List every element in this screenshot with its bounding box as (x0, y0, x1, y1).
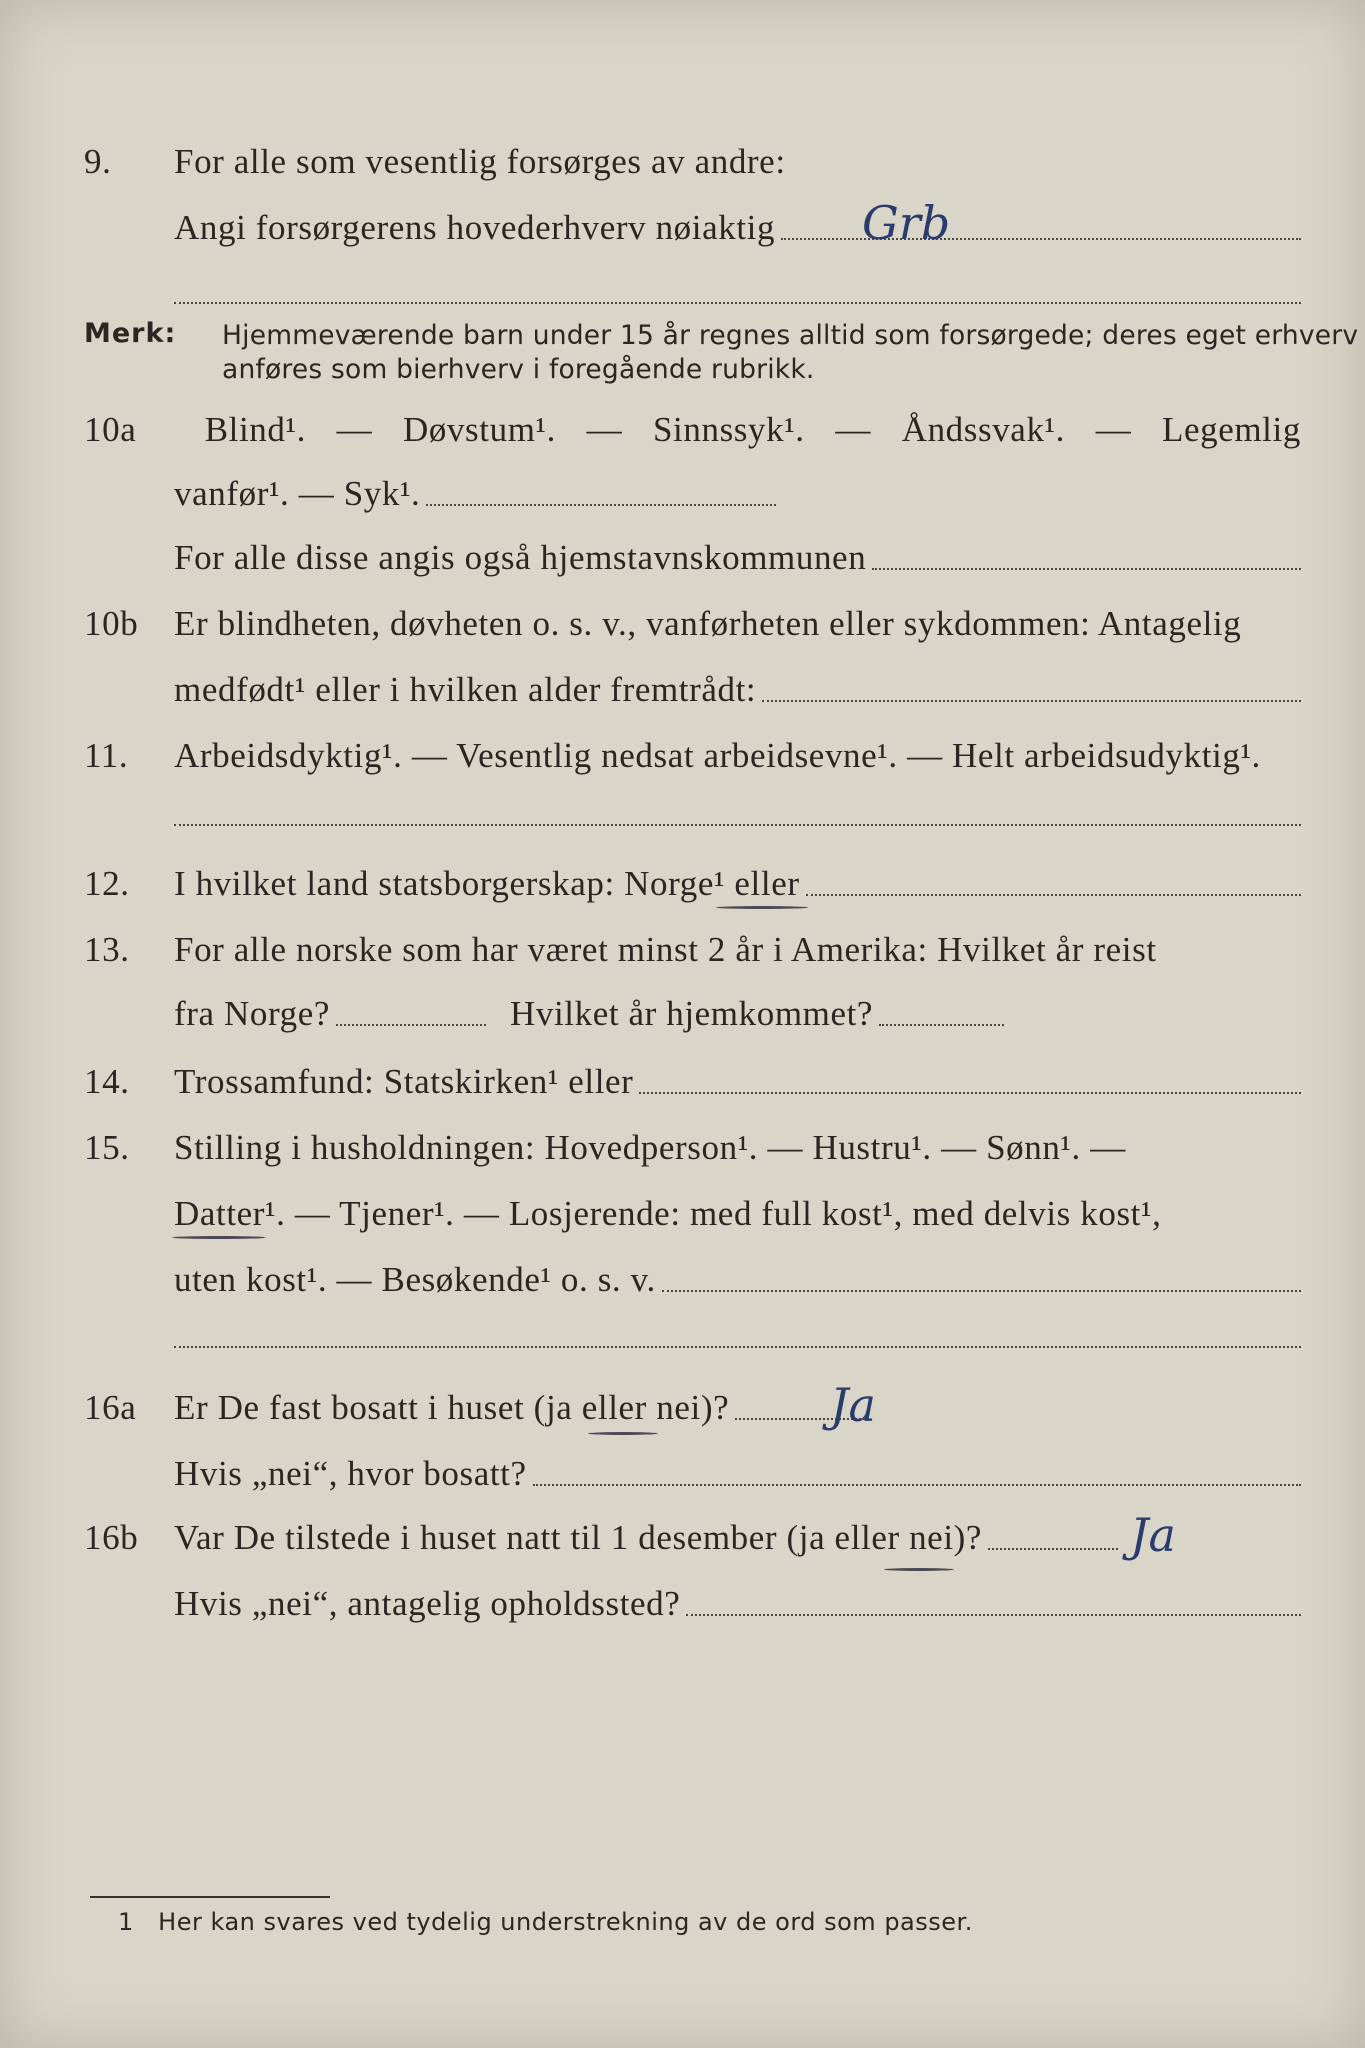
q9-extra-line (174, 302, 1301, 304)
q15-options-cont: uten kost¹. — Besøkende¹ o. s. v. (174, 1260, 656, 1299)
q9-line1 (84, 142, 1301, 182)
q15-line1 (84, 1128, 1301, 1168)
q15-number: 15. (84, 1128, 130, 1167)
dash: — (336, 410, 373, 449)
q16a-line1 (84, 1388, 1301, 1428)
q16b-whereabouts-prompt: Hvis „nei“, antagelig opholdssted? (174, 1584, 681, 1623)
q12-underline-norge (716, 906, 808, 909)
q13-return-prompt: Hvilket år hjemkommet? (509, 994, 874, 1033)
q16a-question: Er De fast bosatt i huset (ja eller nei)? (174, 1388, 730, 1427)
q13-departure-prompt: fra Norge? (174, 994, 330, 1033)
q9-line2 (174, 208, 1301, 248)
q10a-answer-field[interactable] (426, 504, 776, 506)
footnote-text: Her kan svares ved tydelig understrekning av de ord som passer. (158, 1908, 973, 1936)
q16a-number: 16a (84, 1388, 137, 1427)
q12-number: 12. (84, 864, 130, 903)
q13-departure-field[interactable] (336, 1024, 486, 1026)
q11-line1 (84, 736, 1301, 776)
q15-extra-line[interactable] (174, 1346, 1301, 1348)
q16b-number: 16b (84, 1518, 139, 1557)
q16b-line1 (84, 1518, 1301, 1558)
q13-number: 13. (84, 930, 130, 969)
q11-number: 11. (84, 736, 129, 775)
q13-return-field[interactable] (879, 1024, 1004, 1026)
q16b-handwritten-answer: Ja (1130, 1508, 1176, 1562)
q10b-question: Er blindheten, døvheten o. s. v., vanførheten eller sykdommen: Antagelig (174, 604, 1242, 643)
q16a-underline-ja (588, 1432, 658, 1435)
q9-answer-field[interactable] (781, 238, 1301, 240)
q16b-question: Var De tilstede i huset natt til 1 desember (ja eller nei)? (174, 1518, 983, 1557)
q15-question: Stilling i husholdningen: Hovedperson¹. — Hustru¹. — Sønn¹. — (174, 1128, 1126, 1167)
q16a-residence-prompt: Hvis „nei“, hvor bosatt? (174, 1454, 527, 1493)
q14-number: 14. (84, 1062, 130, 1101)
q9-question: For alle som vesentlig forsørges av andre: (174, 142, 786, 181)
q12-answer-field[interactable] (806, 894, 1301, 896)
q15-options: Datter¹. — Tjener¹. — Losjerende: med full kost¹, med delvis kost¹, (174, 1194, 1162, 1233)
q16b-answer-field[interactable] (988, 1548, 1118, 1550)
q11-answer-line[interactable] (174, 824, 1301, 826)
q9-prompt: Angi forsørgerens hovederhverv nøiaktig (174, 208, 776, 247)
q10b-line1 (84, 604, 1301, 644)
q12-question: I hvilket land statsborgerskap: Norge¹ eller (174, 864, 800, 903)
q12-line1 (84, 864, 1301, 904)
q13-line1 (84, 930, 1301, 970)
q10a-deafmute: Døvstum¹. (402, 410, 556, 449)
q10a-blind: Blind¹. (204, 410, 306, 449)
q16b-line2 (174, 1584, 1301, 1624)
q16b-whereabouts-field[interactable] (686, 1614, 1301, 1616)
q11-question: Arbeidsdyktig¹. — Vesentlig nedsat arbeidsevne¹. — Helt arbeidsudyktig¹. (174, 736, 1261, 775)
dash: — (835, 410, 871, 449)
q15-underline-datter (172, 1236, 266, 1239)
q13-question: For alle norske som har været minst 2 år i Amerika: Hvilket år reist (174, 930, 1157, 969)
footnote-rule (90, 1896, 330, 1898)
q15-answer-field[interactable] (662, 1290, 1301, 1292)
q13-line2 (174, 994, 1301, 1034)
q16b-underline-ja (884, 1568, 954, 1571)
q10a-disabled-sick: vanfør¹. — Syk¹. (174, 474, 421, 513)
q10b-prompt: medfødt¹ eller i hvilken alder fremtrådt: (174, 670, 757, 709)
q10a-insane: Sinnssyk¹. (652, 410, 805, 449)
q14-line1 (84, 1062, 1301, 1102)
dash: — (1095, 410, 1132, 449)
q14-question: Trossamfund: Statskirken¹ eller (174, 1062, 634, 1101)
q10a-line2 (174, 474, 1301, 514)
q10a-line1 (84, 410, 1301, 450)
footnote (118, 1908, 973, 1936)
q15-line3 (174, 1260, 1301, 1300)
q10a-number: 10a (84, 410, 137, 449)
q14-answer-field[interactable] (639, 1092, 1301, 1094)
q16a-handwritten-answer: Ja (830, 1378, 876, 1432)
q10b-number: 10b (84, 604, 139, 643)
q10a-physically: Legemlig (1162, 410, 1301, 449)
q9-number: 9. (84, 142, 112, 181)
q10b-line2 (174, 670, 1301, 710)
merk-label: Merk: (84, 318, 177, 349)
q16a-line2 (174, 1454, 1301, 1494)
merk-note-line1: Hjemmeværende barn under 15 år regnes alltid som forsørgede; deres eget erhverv (222, 320, 1359, 351)
q10b-answer-field[interactable] (762, 700, 1301, 702)
q15-line2 (174, 1194, 1301, 1234)
merk-note-line2: anføres som bierhverv i foregående rubrikk. (222, 354, 815, 385)
q10a-municipality-field[interactable] (872, 568, 1301, 570)
dash: — (586, 410, 623, 449)
q16a-residence-field[interactable] (533, 1484, 1301, 1486)
q10a-feebleminded: Åndssvak¹. (901, 410, 1065, 449)
footnote-mark: 1 (118, 1908, 134, 1936)
q10a-line3 (174, 538, 1301, 578)
q10a-home-municipality: For alle disse angis også hjemstavnskommunen (174, 538, 867, 577)
q9-handwritten-answer: Grb (862, 196, 951, 250)
